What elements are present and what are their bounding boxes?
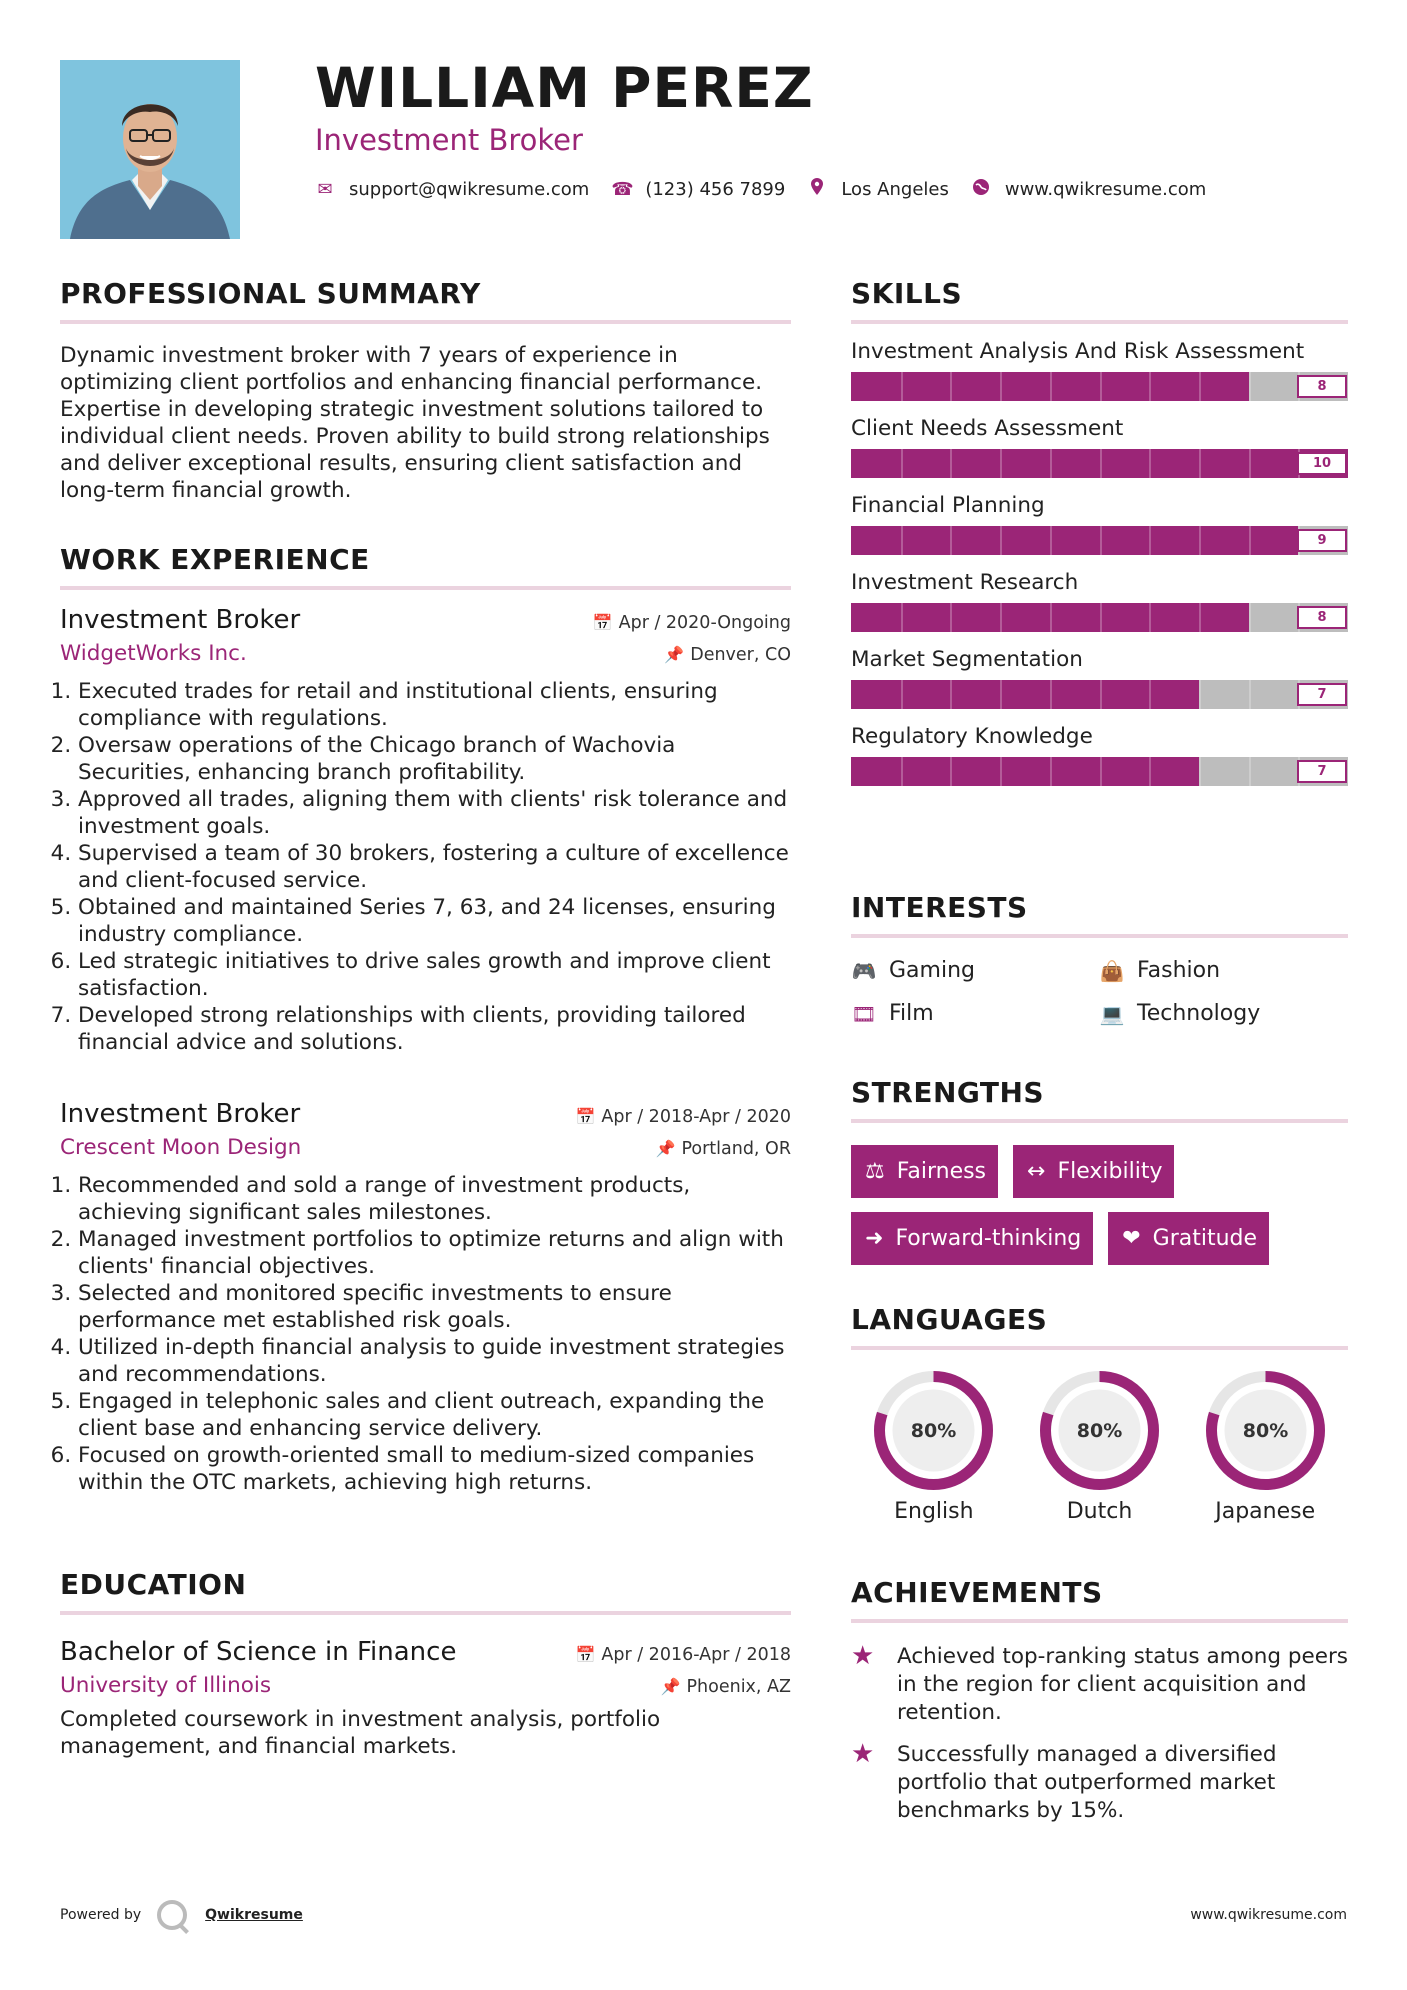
education-location: 📌 Phoenix, AZ	[660, 1677, 791, 1697]
list-item: 3. Selected and monitored specific investments to ensure performance met established risk goals.	[78, 1280, 791, 1334]
skill-bar-divider	[950, 372, 952, 401]
skill-item	[851, 339, 1348, 401]
list-item: 3. Approved all trades, aligning them with clients' risk tolerance and investment goals.	[78, 786, 791, 840]
calendar-icon: 📅	[575, 1645, 596, 1664]
skills-section	[851, 277, 1348, 786]
skill-item	[851, 724, 1348, 786]
skill-bar-divider	[901, 449, 903, 478]
job-location: 📌 Denver, CO	[664, 645, 791, 665]
skill-bar-divider	[1050, 603, 1052, 632]
interests-section	[851, 891, 1348, 1026]
contact-email[interactable]	[315, 179, 589, 200]
skill-bar-divider	[1149, 372, 1151, 401]
skill-bar-divider	[1199, 757, 1201, 786]
skill-name: Market Segmentation	[851, 647, 1083, 672]
skills-heading: SKILLS	[851, 277, 1348, 324]
language-ring	[1205, 1370, 1326, 1491]
skill-bar-divider	[1199, 526, 1201, 555]
education-heading: EDUCATION	[60, 1568, 791, 1615]
footer-website[interactable]: www.qwikresume.com	[1190, 1907, 1347, 1923]
skill-bar	[851, 526, 1348, 555]
skill-bar-divider	[901, 526, 903, 555]
languages-section	[851, 1303, 1348, 1524]
strength-tag: ↔ Flexibility	[1013, 1145, 1174, 1198]
skill-bar-divider	[1199, 603, 1201, 632]
skill-bar-divider	[1100, 603, 1102, 632]
school-name: University of Illinois	[60, 1673, 272, 1698]
job-title: Investment Broker	[60, 1099, 301, 1129]
skill-bar-divider	[1000, 680, 1002, 709]
job-entry	[60, 1099, 791, 1496]
calendar-icon: 📅	[592, 613, 613, 632]
job-responsibilities	[60, 678, 791, 1056]
skill-bar-divider	[1249, 757, 1251, 786]
pushpin-icon: 📌	[664, 645, 685, 664]
language-name: English	[894, 1499, 974, 1524]
skill-bar-divider	[1249, 372, 1251, 401]
profile-photo	[60, 60, 240, 239]
skill-item	[851, 647, 1348, 709]
skill-bar-divider	[901, 603, 903, 632]
strength-tag: ➜ Forward-thinking	[851, 1212, 1093, 1265]
summary-text: Dynamic investment broker with 7 years of experience in optimizing client portfolios and enhancing financial performance. Expertise in developing strategic investment solutions tailored to individual client needs. Proven ability to build strong relationships and deliver exceptional results, ensuring client satisfaction and long-term financial growth.	[60, 343, 770, 503]
skill-level: 7	[1297, 760, 1347, 783]
skill-bar-divider	[901, 680, 903, 709]
skill-bar-fill	[851, 757, 1199, 786]
skill-bar-divider	[1100, 680, 1102, 709]
brand-link[interactable]: Qwikresume	[205, 1907, 303, 1923]
arrow-right-icon: ➜	[865, 1226, 884, 1251]
skill-bar-divider	[1100, 449, 1102, 478]
map-marker-icon	[807, 178, 827, 200]
skill-item	[851, 416, 1348, 478]
arrows-horizontal-icon: ↔	[1027, 1159, 1046, 1184]
pushpin-icon: 📌	[660, 1677, 681, 1696]
interests-heading: INTERESTS	[851, 891, 1348, 938]
phone-icon: ☎	[611, 178, 634, 200]
envelope-icon: ✉	[317, 178, 333, 200]
candidate-name: WILLIAM PEREZ	[315, 56, 814, 120]
list-item: 2. Managed investment portfolios to optimize returns and align with clients' financial objectives.	[78, 1226, 791, 1280]
skill-bar-divider	[1249, 449, 1251, 478]
skill-bar	[851, 757, 1348, 786]
list-item: 7. Developed strong relationships with clients, providing tailored financial advice and solutions.	[78, 1002, 791, 1056]
skill-bar-divider	[950, 526, 952, 555]
skill-bar	[851, 680, 1348, 709]
skill-item	[851, 493, 1348, 555]
skill-bar-divider	[1000, 526, 1002, 555]
list-item: 1. Executed trades for retail and institutional clients, ensuring compliance with regulations.	[78, 678, 791, 732]
interest-item: 🎞 Film	[851, 1001, 934, 1026]
interest-item: 💻 Technology	[1099, 1001, 1261, 1026]
skill-bar-fill	[851, 680, 1199, 709]
skill-bar-divider	[1000, 372, 1002, 401]
language-name: Dutch	[1066, 1499, 1133, 1524]
skill-bar-divider	[1249, 526, 1251, 555]
list-item: 1. Recommended and sold a range of investment products, achieving significant sales milestones.	[78, 1172, 791, 1226]
achievements-section	[851, 1576, 1348, 1825]
education-dates: 📅 Apr / 2016-Apr / 2018	[575, 1645, 791, 1665]
interest-item: 🎮 Gaming	[851, 958, 975, 983]
skill-name: Investment Research	[851, 570, 1079, 595]
skill-bar-divider	[1000, 449, 1002, 478]
experience-heading: WORK EXPERIENCE	[60, 543, 791, 590]
skill-bar-divider	[1100, 526, 1102, 555]
languages-heading: LANGUAGES	[851, 1303, 1348, 1350]
contact-location	[807, 178, 949, 200]
skill-bar-divider	[1050, 526, 1052, 555]
candidate-title: Investment Broker	[315, 123, 583, 157]
language-name: Japanese	[1215, 1499, 1316, 1524]
skill-bar	[851, 372, 1348, 401]
interest-item: 👜 Fashion	[1099, 958, 1221, 983]
job-dates: 📅 Apr / 2020-Ongoing	[592, 613, 791, 633]
skill-bar-divider	[1000, 603, 1002, 632]
heart-icon: ❤	[1122, 1226, 1141, 1251]
skill-item	[851, 570, 1348, 632]
list-item: 2. Oversaw operations of the Chicago branch of Wachovia Securities, enhancing branch profitability.	[78, 732, 791, 786]
strengths-section	[851, 1076, 1348, 1265]
skill-bar	[851, 603, 1348, 632]
strength-tag: ⚖ Fairness	[851, 1145, 998, 1198]
skill-bar-divider	[1199, 680, 1201, 709]
email-text: support@qwikresume.com	[349, 178, 590, 200]
skill-bar-divider	[1050, 680, 1052, 709]
language-ring	[873, 1370, 994, 1491]
skill-name: Regulatory Knowledge	[851, 724, 1093, 749]
balance-scale-icon: ⚖	[865, 1159, 885, 1184]
achievement-item	[851, 1741, 1348, 1825]
education-section	[60, 1568, 791, 1760]
skill-bar-divider	[1199, 449, 1201, 478]
degree-title: Bachelor of Science in Finance	[60, 1637, 457, 1667]
calendar-icon: 📅	[575, 1107, 596, 1126]
laptop-icon: 💻	[1099, 1001, 1125, 1026]
achievement-item	[851, 1643, 1348, 1727]
globe-icon	[971, 179, 991, 200]
job-company: Crescent Moon Design	[60, 1135, 302, 1160]
skill-bar-divider	[950, 757, 952, 786]
star-icon: ★	[851, 1641, 875, 1671]
skill-bar-divider	[1149, 757, 1151, 786]
list-item: 5. Engaged in telephonic sales and client outreach, expanding the client base and enhancing service delivery.	[78, 1388, 791, 1442]
skill-name: Client Needs Assessment	[851, 416, 1124, 441]
list-item: 6. Focused on growth-oriented small to medium-sized companies within the OTC markets, achieving high returns.	[78, 1442, 791, 1496]
strength-tag: ❤ Gratitude	[1108, 1212, 1269, 1265]
skill-bar-divider	[1000, 757, 1002, 786]
skill-bar-divider	[1050, 757, 1052, 786]
skill-bar-fill	[851, 526, 1298, 555]
website-text: www.qwikresume.com	[1004, 178, 1207, 200]
qwikresume-logo-icon	[157, 1900, 187, 1930]
skill-bar-divider	[1249, 603, 1251, 632]
skill-level: 7	[1297, 683, 1347, 706]
list-item: 5. Obtained and maintained Series 7, 63, and 24 licenses, ensuring industry compliance.	[78, 894, 791, 948]
strengths-heading: STRENGTHS	[851, 1076, 1348, 1123]
list-item: 4. Utilized in-depth financial analysis to guide investment strategies and recommendations.	[78, 1334, 791, 1388]
list-item: 4. Supervised a team of 30 brokers, fostering a culture of excellence and client-focused service.	[78, 840, 791, 894]
skill-level: 8	[1297, 606, 1347, 629]
skill-bar-divider	[1100, 372, 1102, 401]
skill-bar-divider	[1199, 372, 1201, 401]
job-entry	[60, 605, 791, 1056]
gamepad-icon: 🎮	[851, 958, 877, 983]
achievements-heading: ACHIEVEMENTS	[851, 1576, 1348, 1623]
contact-website[interactable]	[971, 179, 1206, 200]
skill-bar-divider	[1149, 680, 1151, 709]
powered-by-label: Powered by	[60, 1907, 142, 1923]
education-text: Completed coursework in investment analysis, portfolio management, and financial markets.	[60, 1707, 661, 1759]
skill-bar-divider	[1050, 449, 1052, 478]
skill-bar-divider	[950, 449, 952, 478]
list-item: 6. Led strategic initiatives to drive sales growth and improve client satisfaction.	[78, 948, 791, 1002]
profile-photo-illustration	[60, 60, 240, 239]
language-percent: 80%	[911, 1420, 957, 1442]
skill-level: 9	[1297, 529, 1347, 552]
language-item	[1182, 1370, 1348, 1524]
film-icon: 🎞	[851, 1001, 877, 1026]
skill-level: 8	[1297, 375, 1347, 398]
language-ring	[1039, 1370, 1160, 1491]
skill-bar-divider	[901, 757, 903, 786]
skill-bar-divider	[1149, 449, 1151, 478]
language-percent: 80%	[1242, 1420, 1288, 1442]
achievement-text: Achieved top-ranking status among peers in the region for client acquisition and retention.	[897, 1644, 1348, 1725]
footer-powered-by	[60, 1900, 303, 1930]
contact-phone[interactable]	[611, 179, 785, 200]
star-icon: ★	[851, 1739, 875, 1769]
skill-bar-divider	[950, 680, 952, 709]
skills-list	[851, 339, 1348, 786]
summary-heading: PROFESSIONAL SUMMARY	[60, 277, 791, 324]
summary-section	[60, 277, 791, 504]
contact-bar	[315, 178, 1228, 200]
phone-text: (123) 456 7899	[645, 178, 786, 200]
skill-bar-divider	[950, 603, 952, 632]
skill-name: Financial Planning	[851, 493, 1045, 518]
location-text: Los Angeles	[841, 178, 949, 200]
achievement-text: Successfully managed a diversified portfolio that outperformed market benchmarks by 15%.	[897, 1742, 1277, 1823]
job-company: WidgetWorks Inc.	[60, 641, 247, 666]
skill-bar	[851, 449, 1348, 478]
skill-bar-divider	[1149, 526, 1151, 555]
skill-bar-divider	[1149, 603, 1151, 632]
job-responsibilities	[60, 1172, 791, 1496]
skill-bar-divider	[1050, 372, 1052, 401]
skill-bar-divider	[1100, 757, 1102, 786]
language-percent: 80%	[1076, 1420, 1123, 1442]
shopping-bag-icon: 👜	[1099, 958, 1125, 983]
job-location: 📌 Portland, OR	[655, 1139, 791, 1159]
language-item	[1017, 1370, 1183, 1524]
skill-name: Investment Analysis And Risk Assessment	[851, 339, 1305, 364]
skill-bar-divider	[901, 372, 903, 401]
job-dates: 📅 Apr / 2018-Apr / 2020	[575, 1107, 791, 1127]
pushpin-icon: 📌	[655, 1139, 676, 1158]
experience-section	[60, 543, 791, 590]
job-title: Investment Broker	[60, 605, 301, 635]
skill-bar-divider	[1249, 680, 1251, 709]
skill-level: 10	[1297, 452, 1347, 475]
language-item	[851, 1370, 1017, 1524]
